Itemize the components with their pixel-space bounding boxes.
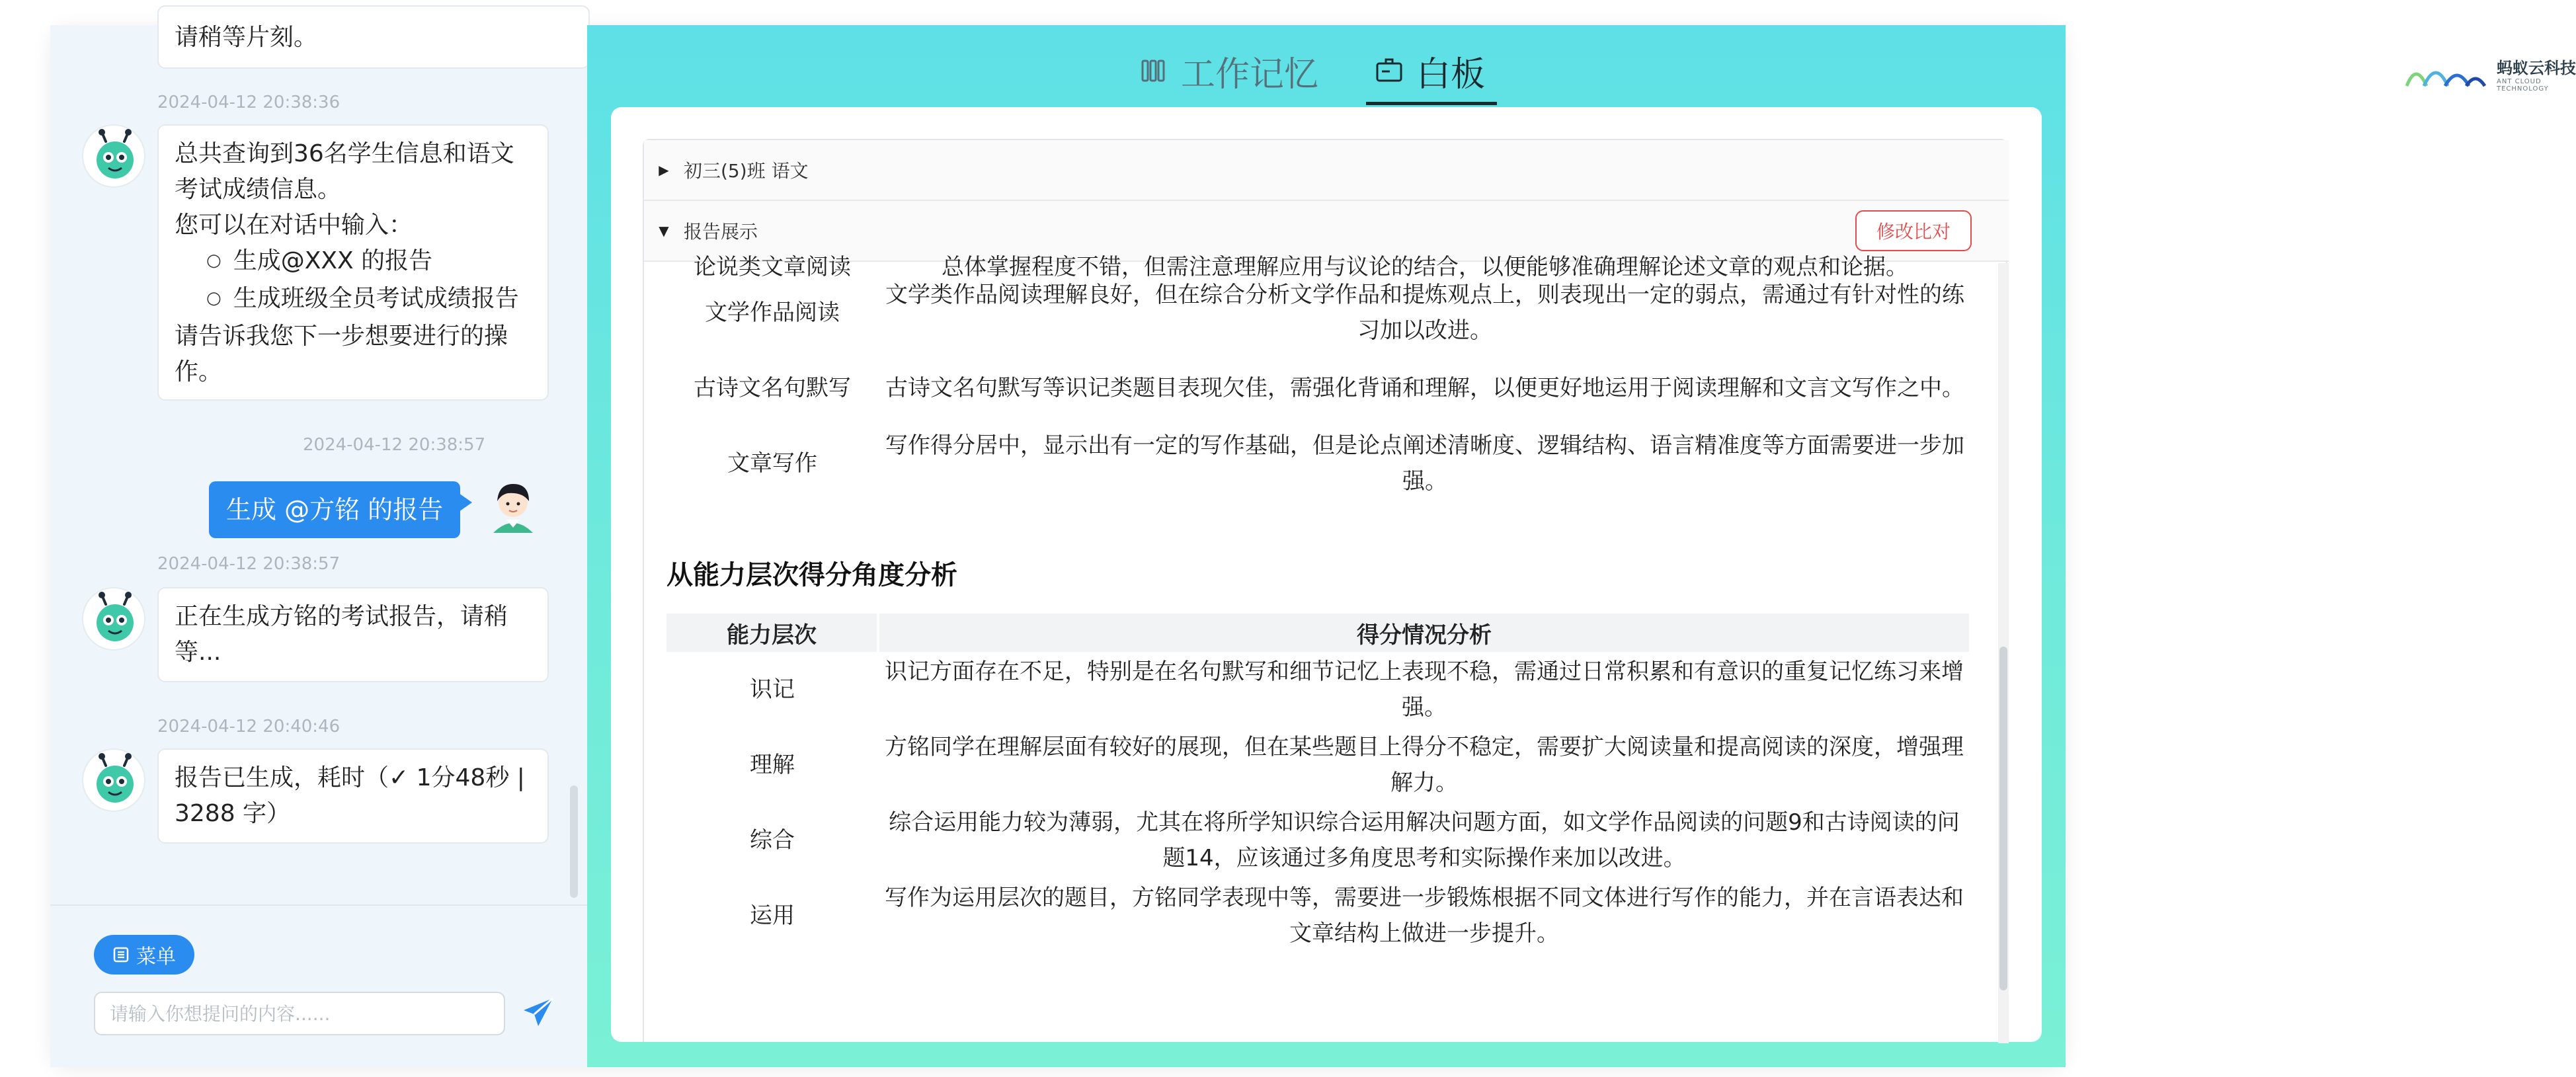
workspace-tabs <box>587 25 2576 107</box>
table-header-row <box>666 614 1970 652</box>
table-row <box>666 878 1970 953</box>
row-label: 运用 <box>750 902 795 929</box>
user-message: 生成 @方铭 的报告 <box>209 481 460 538</box>
table-row <box>666 727 1970 803</box>
brand-name: 蚂蚁云科技 <box>2497 58 2576 77</box>
message-timestamp: 2024-04-12 20:38:36 <box>157 93 341 112</box>
ant-robot-avatar-icon <box>83 750 147 813</box>
row-analysis: 总体掌握程度不错，但需注意理解应用与议论的结合，以便能够准确理解论述文章的观点和论据。 <box>942 254 1908 280</box>
message-text: 请稍等片刻。 <box>175 24 318 51</box>
row-label: 理解 <box>750 752 795 778</box>
row-analysis: 古诗文名句默写等识记类题目表现欠佳，需强化背诵和理解，以便更好地运用于阅读理解和文言文写作之中。 <box>885 375 1964 401</box>
app-window <box>50 24 2576 1067</box>
brand-wave-icon <box>2404 57 2490 90</box>
bot-avatar <box>82 587 145 651</box>
ant-robot-avatar-icon <box>83 126 147 189</box>
message-timestamp: 2024-04-12 20:38:57 <box>303 435 486 455</box>
collapse-title: 报告展示 <box>684 221 758 243</box>
table-row <box>666 350 1972 426</box>
row-analysis: 写作得分居中，显示出有一定的写作基础，但是论点阐述清晰度、逻辑结构、语言精准度等方面需要进一步加强。 <box>885 432 1964 495</box>
bot-avatar <box>82 124 145 188</box>
row-label: 综合 <box>750 827 795 854</box>
row-label: 识记 <box>750 676 795 703</box>
chat-input[interactable] <box>94 992 505 1035</box>
table-row <box>666 426 1972 501</box>
brand-subtitle: ANT CLOUD TECHNOLOGY <box>2497 77 2549 93</box>
bot-avatar <box>82 748 145 812</box>
report-row-cut <box>666 249 1972 280</box>
memory-icon <box>1139 56 1169 86</box>
row-analysis: 识记方面存在不足，特别是在名句默写和细节记忆上表现不稳，需通过日常积累和有意识的重复记忆练习来增强。 <box>885 658 1964 721</box>
column-header: 得分情况分析 <box>878 614 1970 652</box>
whiteboard-icon <box>1374 56 1404 86</box>
section-heading: 从能力层次得分角度分析 <box>666 560 957 590</box>
caret-down-icon: ▼ <box>659 223 669 239</box>
row-analysis: 方铭同学在理解层面有较好的展现，但在某些题目上得分不稳定，需要扩大阅读量和提高阅读的深度，增强理解力。 <box>885 734 1964 796</box>
message-text: 报告已生成，耗时（✓ 1分48秒 | 3288 字） <box>175 764 525 827</box>
caret-right-icon: ▶ <box>659 162 669 178</box>
brand-text <box>2497 55 2576 93</box>
chat-input-area <box>50 904 587 1067</box>
row-label: 古诗文名句默写 <box>694 375 851 401</box>
row-label: 论说类文章阅读 <box>694 254 851 280</box>
menu-list-icon <box>112 946 130 963</box>
option-item: ○ 生成@XXX 的报告 <box>206 243 532 281</box>
ant-robot-avatar-icon <box>83 588 147 652</box>
message-line: 您可以在对话中输入： <box>175 212 413 239</box>
tab-label: 白板 <box>1416 54 1486 95</box>
bot-message <box>157 748 549 844</box>
menu-button-label: 菜单 <box>136 946 176 968</box>
table-row <box>666 275 1972 350</box>
message-line: 总共查询到36名学生信息和语文考试成绩信息。 <box>175 140 514 203</box>
message-line: 请告诉我您下一步想要进行的操作。 <box>175 323 508 385</box>
user-avatar <box>481 472 545 536</box>
chat-panel <box>50 25 587 1067</box>
menu-button[interactable] <box>94 935 194 975</box>
table-row <box>666 803 1970 878</box>
active-tab-indicator <box>1366 102 1497 105</box>
ability-level-table <box>666 614 1972 953</box>
table-row <box>666 652 1970 727</box>
column-header: 能力层次 <box>666 614 878 652</box>
row-label: 文章写作 <box>727 450 817 477</box>
bot-message <box>157 587 549 682</box>
modify-compare-button[interactable]: 修改比对 <box>1855 210 1972 251</box>
row-analysis: 写作为运用层次的题目，方铭同学表现中等，需要进一步锻炼根据不同文体进行写作的能力，并在言语表达和文章结构上做进一步提升。 <box>885 885 1964 947</box>
tab-whiteboard[interactable] <box>1374 41 1485 100</box>
whiteboard-collapse-group <box>643 139 2007 1042</box>
collapse-title: 初三(5)班 语文 <box>684 160 809 182</box>
option-item: ○ 生成班级全员考试成绩报告 <box>206 281 532 319</box>
message-timestamp: 2024-04-12 20:38:57 <box>157 554 341 574</box>
bot-message <box>157 124 549 401</box>
report-scrollbar-thumb[interactable] <box>1999 647 2007 990</box>
chat-scrollbar[interactable] <box>570 785 578 898</box>
row-analysis: 文学类作品阅读理解良好，但在综合分析文学作品和提炼观点上，则表现出一定的弱点，需通过有针对性的练习加以改进。 <box>885 282 1964 344</box>
user-avatar-icon <box>481 472 545 536</box>
report-scrollbar[interactable] <box>1998 263 2009 1043</box>
brand-logo <box>2404 50 2576 97</box>
bot-message <box>157 5 590 69</box>
row-label: 文学作品阅读 <box>705 299 840 326</box>
collapse-header-class[interactable] <box>644 140 2009 201</box>
row-analysis: 综合运用能力较为薄弱，尤其在将所学知识综合运用解决问题方面，如文学作品阅读的问题9和古诗阅读的问题14，应该通过多角度思考和实际操作来加以改进。 <box>889 809 1960 871</box>
send-button[interactable] <box>518 993 558 1033</box>
option-list <box>175 243 532 319</box>
send-plane-icon <box>521 996 555 1030</box>
tab-label: 工作记忆 <box>1181 54 1319 95</box>
chat-message-list[interactable] <box>50 25 587 904</box>
report-content[interactable] <box>644 254 2009 1043</box>
tab-working-memory[interactable] <box>1139 41 1318 100</box>
workspace-panel <box>587 25 2576 1067</box>
message-text: 正在生成方铭的考试报告，请稍等... <box>175 603 508 666</box>
message-timestamp: 2024-04-12 20:40:46 <box>157 717 341 737</box>
analysis-table-top <box>666 275 1972 501</box>
whiteboard <box>611 107 2042 1042</box>
